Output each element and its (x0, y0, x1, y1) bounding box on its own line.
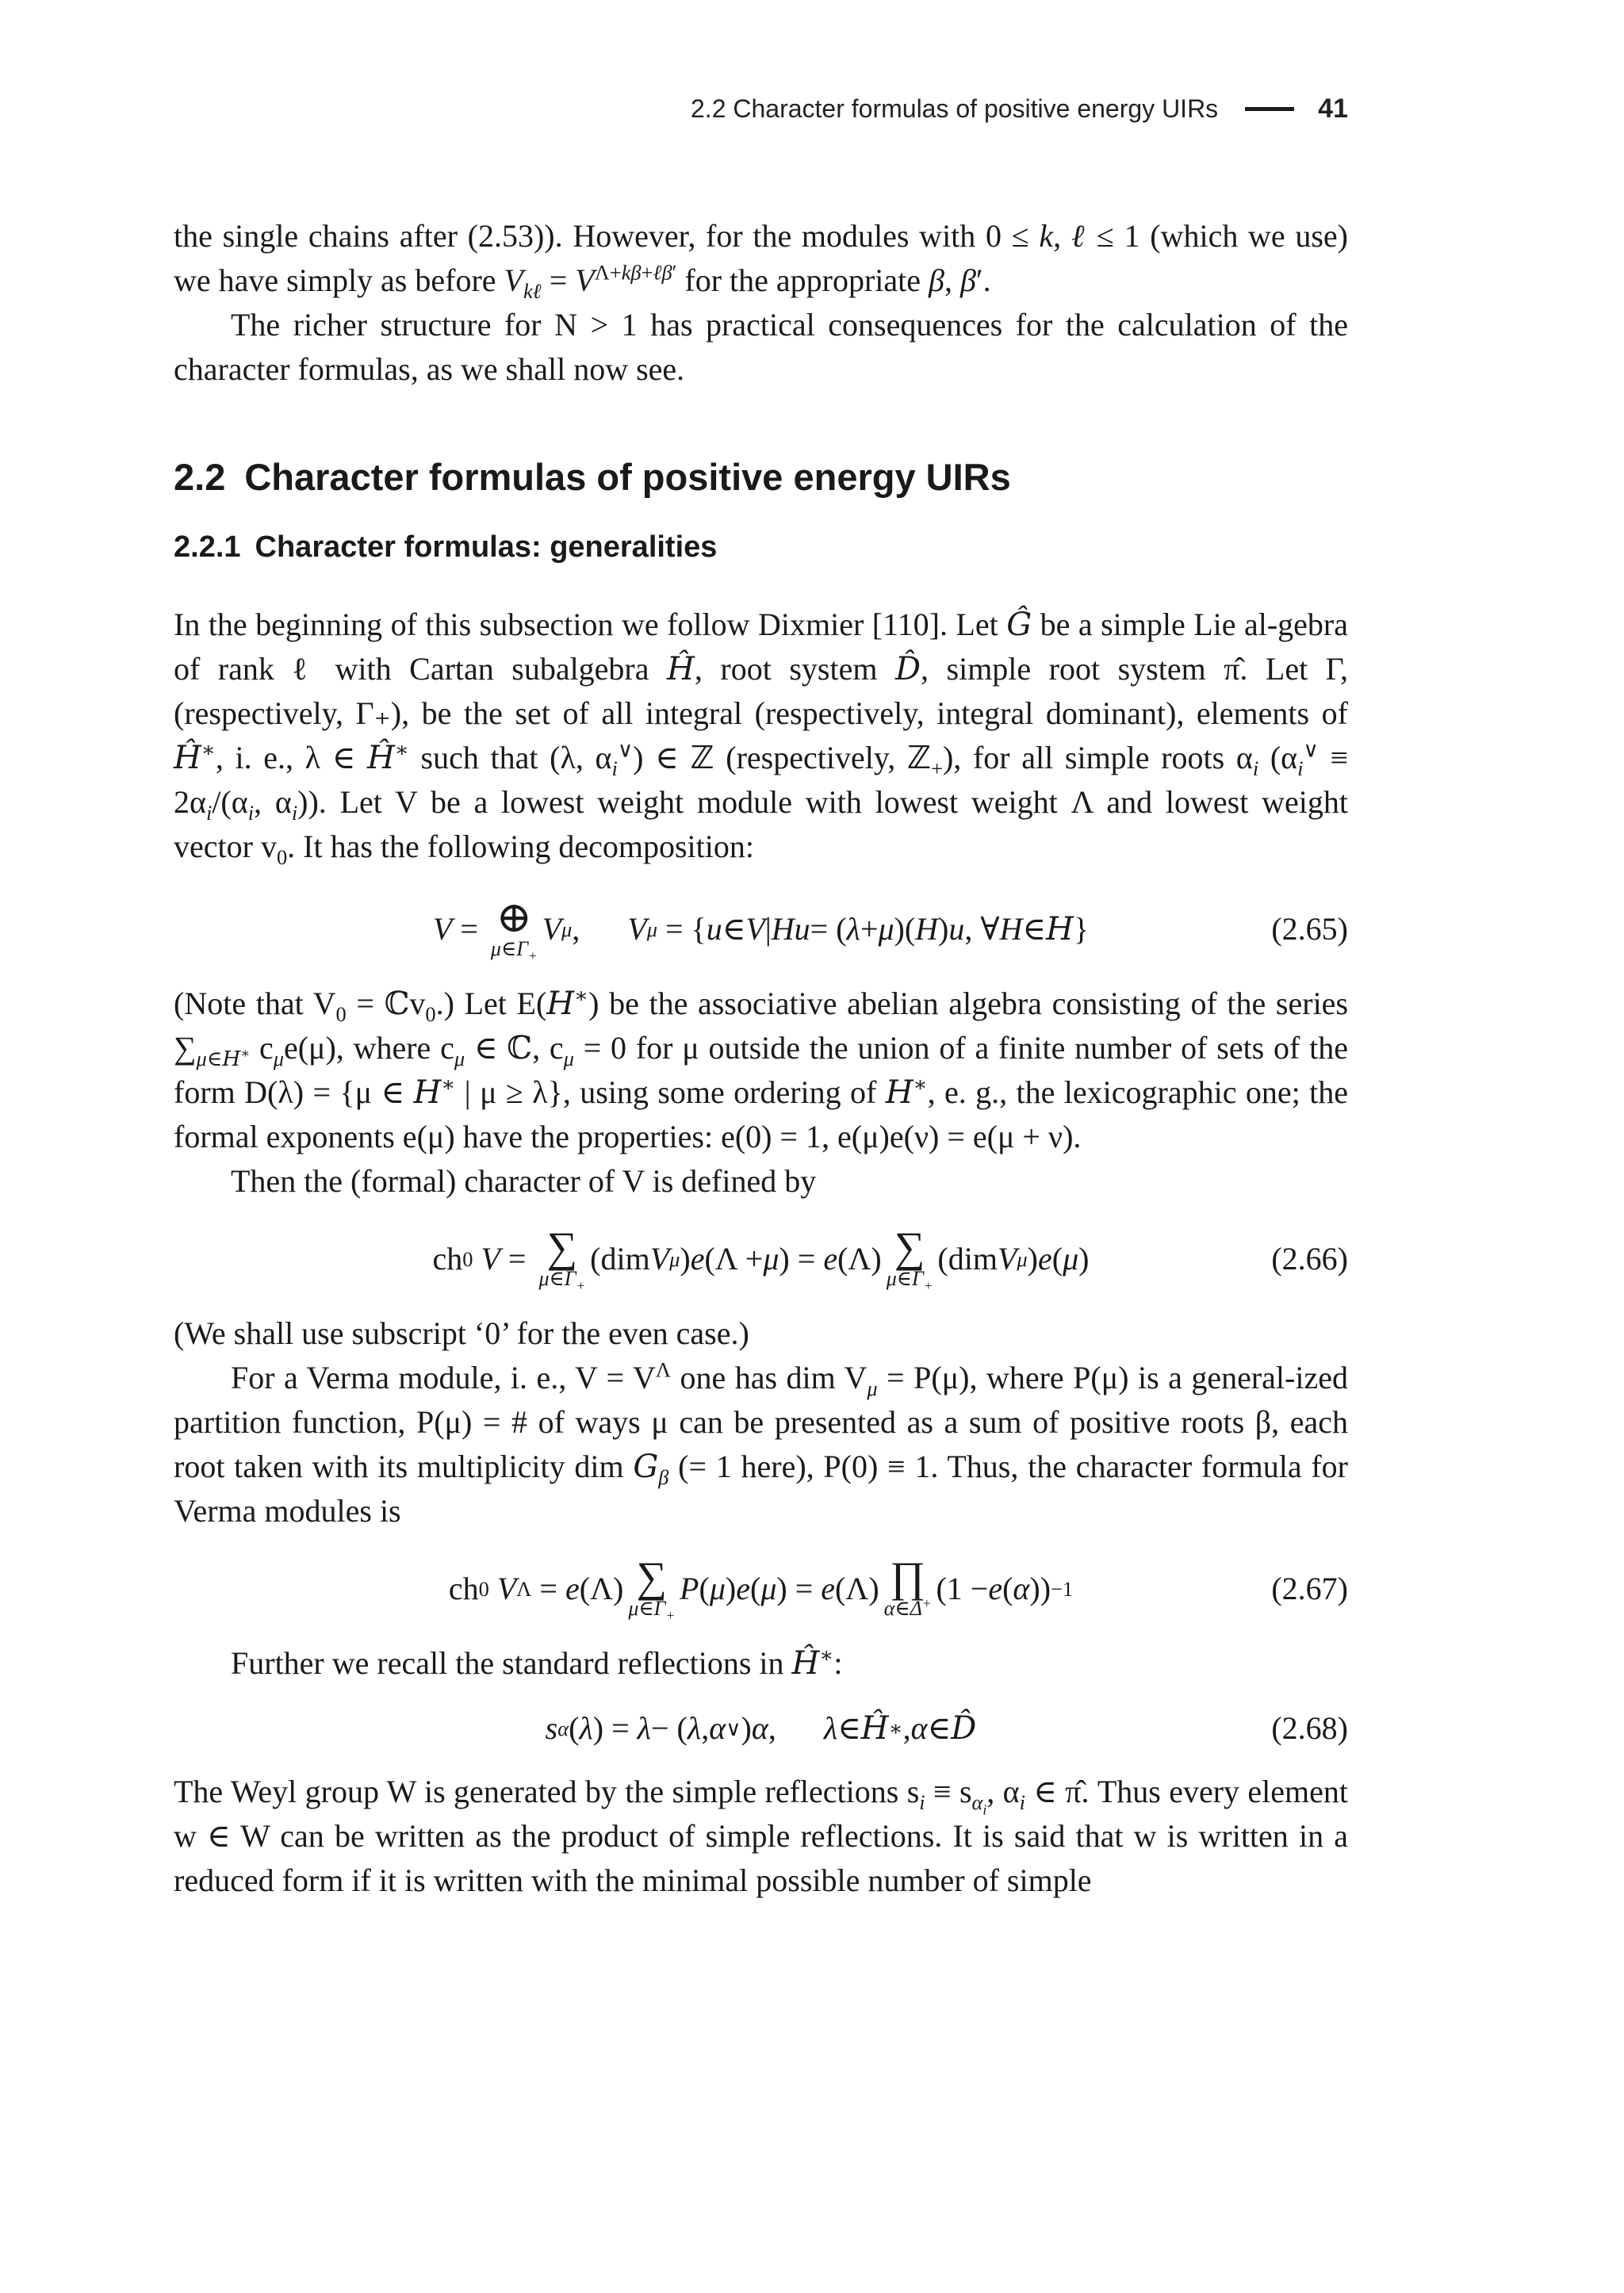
paragraph-9: The Weyl group W is generated by the simple reflections $s_i \equiv s_{\alpha_i}$, $\alpha_i$ ∈ π̂. Thus every element w ∈ W can be written as the product of simple reflections. It is said that w is written in a reduced form if it is written with the minimal possible number of simple (174, 1774, 1349, 1898)
running-head (691, 94, 1348, 124)
paragraph-3: In the beginning of this subsection we follow Dixmier [110]. Let Ĝ be a simple Lie al-gebra of rank ℓ with Cartan subalgebra Ĥ, root system D̂, simple root system π̂. Let Γ, (respectively, Γ₊), be the set of all integral (respectively, integral dominant), elements of Ĥ∗, i. e., λ ∈ Ĥ∗ such that (λ, $\alpha_i^\vee$) ∈ ℤ (respectively, ℤ$_+$), for all simple roots $\alpha_i$ ($\alpha_i^\vee \equiv 2\alpha_i/(\alpha_i$, $\alpha_i$)). Let V be a lowest weight module with lowest weight Λ and lowest weight vector $v_0$. It has the following decomposition: (174, 607, 1349, 869)
running-head-rule (1245, 107, 1294, 111)
equation-2-65: V = ⊕ $\mu\in\Gamma_+$ V μ , V μ = { u ∈ V | Hu = ( λ + μ )( H ) u , ∀ H ∈ H } (2.65) (432, 894, 1348, 964)
paragraph-1: the single chains after (2.53)). However, for the modules with 0 ≤ k, ℓ ≤ 1 (which we use) we have simply as before $V_{k\ell} = V^{\Lambda+k\beta+\ell\beta'}$ for the appropriate β, β′. (174, 218, 1349, 303)
equation-number: (2.65) (1271, 911, 1348, 947)
equation-2-67: ch 0 V Λ = e (Λ) ∑ $\mu\in\Gamma_+$ P ( μ ) e ( μ ) = e (Λ) ∏ α∈Δ+ (1 − e ( α )) −1 (2.67) (448, 1553, 1348, 1624)
equation-number: (2.67) (1271, 1571, 1348, 1606)
equation-2-66: ch 0 V = ∑ $\mu\in\Gamma_+$ (dim V μ ) e (Λ + μ ) = e (Λ) ∑ $\mu\in\Gamma_+$ (dim V μ ) e ( μ ) (2.66) (432, 1223, 1348, 1294)
running-head-title: 2.2 Character formulas of positive energy UIRs (691, 94, 1219, 123)
equation-number: (2.68) (1271, 1710, 1348, 1746)
page-number: 41 (1318, 94, 1348, 124)
paragraph-2: The richer structure for N > 1 has practical consequences for the calculation of the character formulas, as we shall now see. (174, 307, 1348, 387)
equation-number: (2.66) (1271, 1241, 1348, 1277)
paragraph-7: For a Verma module, i. e., $V = V^\Lambda$ one has dim $V_\mu = P(\mu)$, where P(μ) is a general-ized partition function, P(μ) = # of ways μ can be presented as a sum of positive roots β, each root taken with its multiplicity dim $G_\beta$ (= 1 here), P(0) ≡ 1. Thus, the character formula for Verma modules is (174, 1357, 1348, 1529)
page (174, 0, 1348, 2293)
paragraph-5: Then the (formal) character of V is defined by (231, 1163, 817, 1199)
equation-2-68: s α ( λ ) = λ − ( λ , α ∨ ) α , λ ∈ Ĥ ∗ , α ∈ D̂ (2.68) (174, 1706, 1348, 1751)
paragraph-8: Further we recall the standard reflections in Ĥ∗: (231, 1643, 843, 1682)
subsection-heading: 2.2.1 Character formulas: generalities (174, 530, 718, 564)
body-text (174, 214, 1348, 1903)
paragraph-6: (We shall use subscript ‘0’ for the even case.) (174, 1315, 749, 1351)
section-heading: 2.2 Character formulas of positive energy UIRs (174, 456, 1011, 498)
paragraph-4: (Note that $V_0$ = ℂv$_0$.) Let E(H∗) be the associative abelian algebra consisting of the series $\sum_{\mu\in H^∗}$ $c_\mu e(\mu)$, where $c_\mu$ ∈ ℂ, $c_\mu = 0$ for μ outside the union of a finite number of sets of the form D(λ) = {μ ∈ H∗ | μ ≥ λ}, using some ordering of H∗, e. g., the lexicographic one; the formal exponents e(μ) have the properties: e(0) = 1, e(μ)e(ν) = e(μ + ν). (174, 983, 1349, 1154)
